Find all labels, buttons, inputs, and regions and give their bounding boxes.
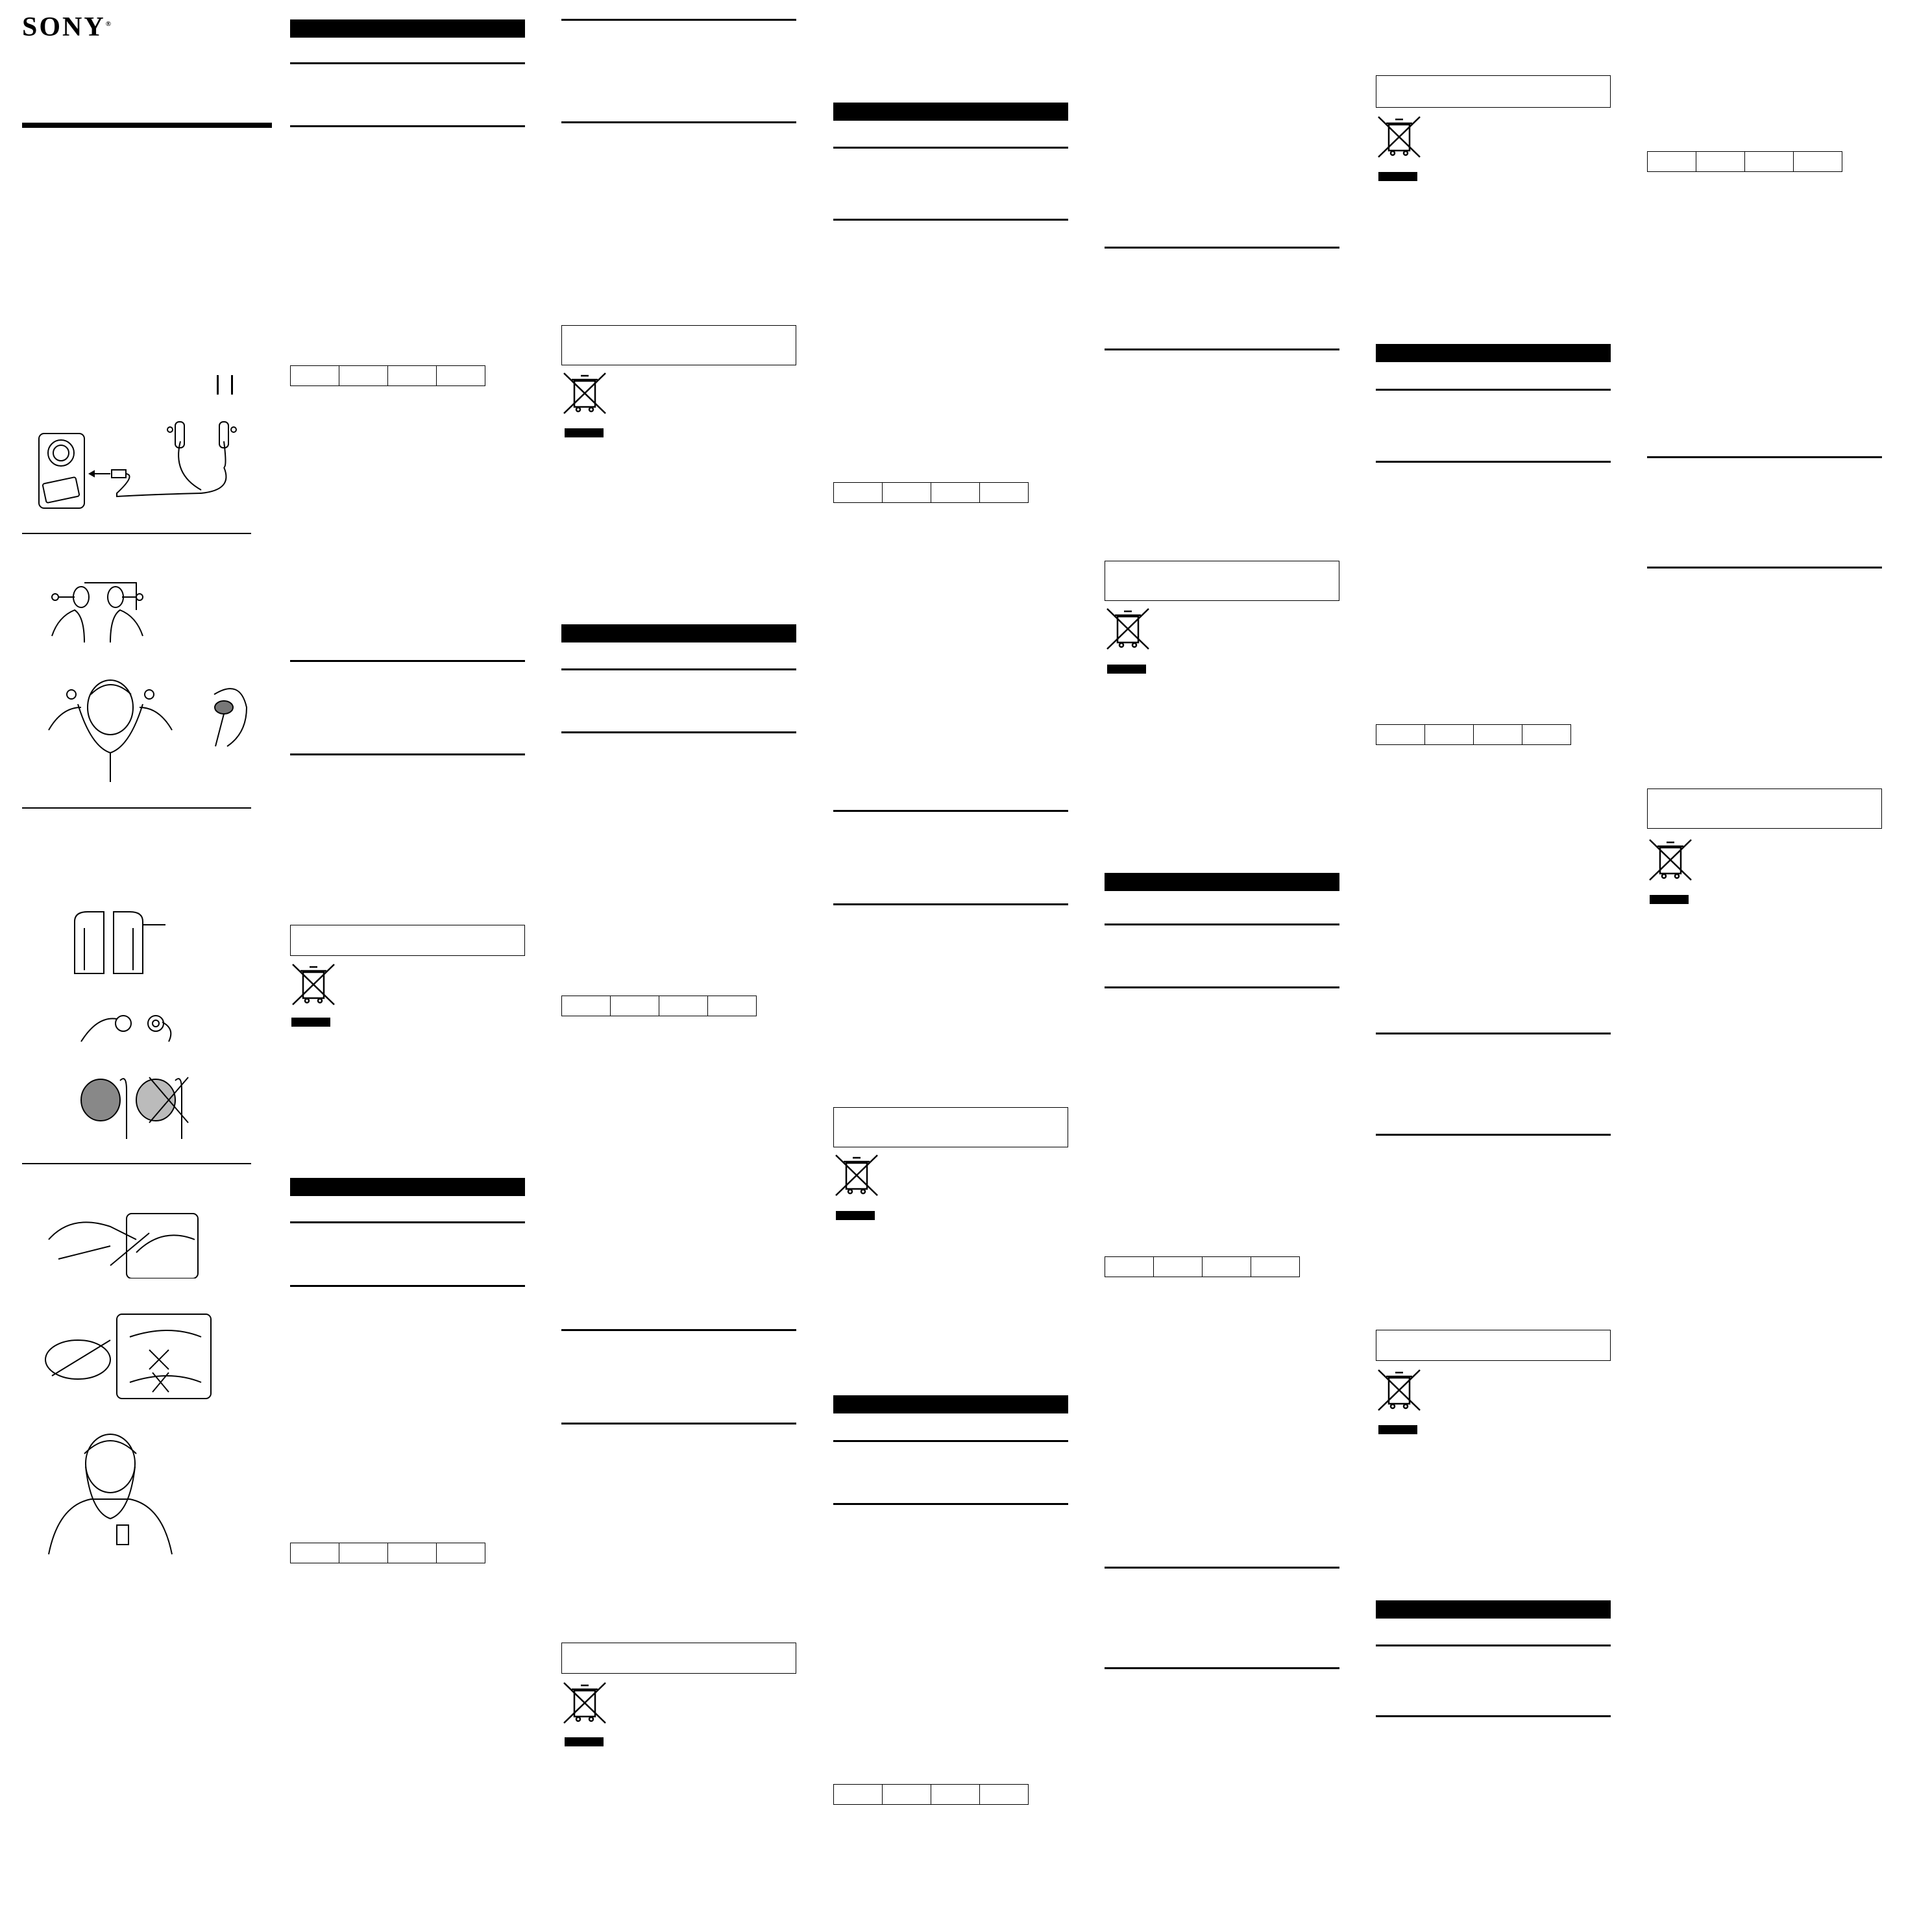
c3-notice-box-2 (561, 1643, 796, 1674)
column6-heading-bar-1 (1376, 344, 1611, 362)
c2-rule-3 (290, 660, 525, 662)
c7-spec-table-1 (1647, 151, 1842, 172)
weee-bar-mark (1107, 665, 1146, 674)
column4-heading-bar-1 (833, 103, 1068, 121)
section-rule-2 (22, 807, 251, 809)
c7-rule-1 (1647, 456, 1882, 458)
c5-rule-5 (1105, 1567, 1339, 1569)
c2-rule-5 (290, 1221, 525, 1223)
cord-clip-illustration (45, 1201, 214, 1278)
c2-rule-2 (290, 125, 525, 127)
sony-logo: SONY® (22, 12, 111, 42)
c6-rule-5 (1376, 1645, 1611, 1646)
c2-notice-box-1 (290, 925, 525, 956)
attach-earbud-illustration (78, 1003, 182, 1055)
c4-rule-2 (833, 219, 1068, 221)
c6-rule-1 (1376, 389, 1611, 391)
c2-rule-6 (290, 1285, 525, 1287)
c5-rule-6 (1105, 1667, 1339, 1669)
column4-heading-bar-2 (833, 1395, 1068, 1413)
c7-rule-2 (1647, 567, 1882, 569)
c3-notice-box-1 (561, 325, 796, 365)
c5-rule-2 (1105, 348, 1339, 350)
insert-earbuds-illustration (45, 578, 162, 649)
head-wearing-illustration (45, 675, 175, 785)
ear-side-illustration (201, 681, 253, 753)
weee-bin-icon (1647, 837, 1694, 883)
c6-rule-6 (1376, 1715, 1611, 1717)
c5-rule-3 (1105, 923, 1339, 925)
c4-spec-table-1 (833, 482, 1029, 503)
person-wearing-illustration (45, 1428, 175, 1558)
c2-rule-4 (290, 753, 525, 755)
c5-notice-box-1 (1105, 561, 1339, 601)
section-rule-1 (22, 533, 251, 534)
c3-spec-table-1 (561, 996, 757, 1016)
weee-bar-mark (1650, 895, 1689, 904)
model-mark-2 (231, 375, 233, 395)
weee-bar-mark (565, 1737, 604, 1746)
c3-rule-6 (561, 1423, 796, 1425)
weee-bin-icon (833, 1153, 880, 1198)
c5-rule-1 (1105, 247, 1339, 249)
c2-spec-table-2 (290, 1543, 485, 1563)
column3-heading-bar-1 (561, 624, 796, 642)
weee-bin-icon (1376, 1367, 1423, 1413)
weee-bar-mark (1378, 172, 1417, 181)
c3-rule-3 (561, 668, 796, 670)
c3-rule-5 (561, 1329, 796, 1331)
c6-spec-table-1 (1376, 724, 1571, 745)
c4-rule-3 (833, 810, 1068, 812)
column2-heading-bar-2 (290, 1178, 525, 1196)
weee-bin-icon (1376, 114, 1423, 160)
c2-rule-1 (290, 62, 525, 64)
c4-notice-box-1 (833, 1107, 1068, 1147)
earbud-cross-section-illustration (68, 909, 172, 980)
weee-bin-icon (290, 962, 337, 1007)
column5-heading-bar-1 (1105, 873, 1339, 891)
cord-wrap-illustration (39, 1311, 221, 1402)
weee-bar-mark (1378, 1425, 1417, 1434)
weee-bin-icon (1105, 606, 1151, 652)
c6-notice-box-1 (1376, 75, 1611, 108)
c5-rule-4 (1105, 986, 1339, 988)
c4-rule-1 (833, 147, 1068, 149)
weee-bin-icon (561, 1680, 608, 1726)
column2-heading-bar-1 (290, 19, 525, 38)
cover-rule (22, 123, 272, 128)
c6-notice-box-2 (1376, 1330, 1611, 1361)
weee-bin-icon (561, 371, 608, 416)
c7-notice-box-1 (1647, 789, 1882, 829)
c6-rule-3 (1376, 1033, 1611, 1034)
c6-rule-4 (1376, 1134, 1611, 1136)
c4-spec-table-2 (833, 1784, 1029, 1805)
c4-rule-6 (833, 1503, 1068, 1505)
earbud-orientation-illustration (75, 1071, 204, 1142)
weee-bar-mark (565, 428, 604, 437)
weee-bar-mark (291, 1018, 330, 1027)
c3-rule-4 (561, 731, 796, 733)
c5-spec-table-1 (1105, 1256, 1300, 1277)
connection-illustration (32, 415, 253, 513)
c4-rule-5 (833, 1440, 1068, 1442)
c4-rule-4 (833, 903, 1068, 905)
section-rule-3 (22, 1163, 251, 1164)
weee-bar-mark (836, 1211, 875, 1220)
c3-rule-1 (561, 19, 796, 21)
c2-spec-table-1 (290, 365, 485, 386)
c6-rule-2 (1376, 461, 1611, 463)
model-mark (217, 375, 219, 395)
c3-rule-2 (561, 121, 796, 123)
column6-heading-bar-2 (1376, 1600, 1611, 1619)
